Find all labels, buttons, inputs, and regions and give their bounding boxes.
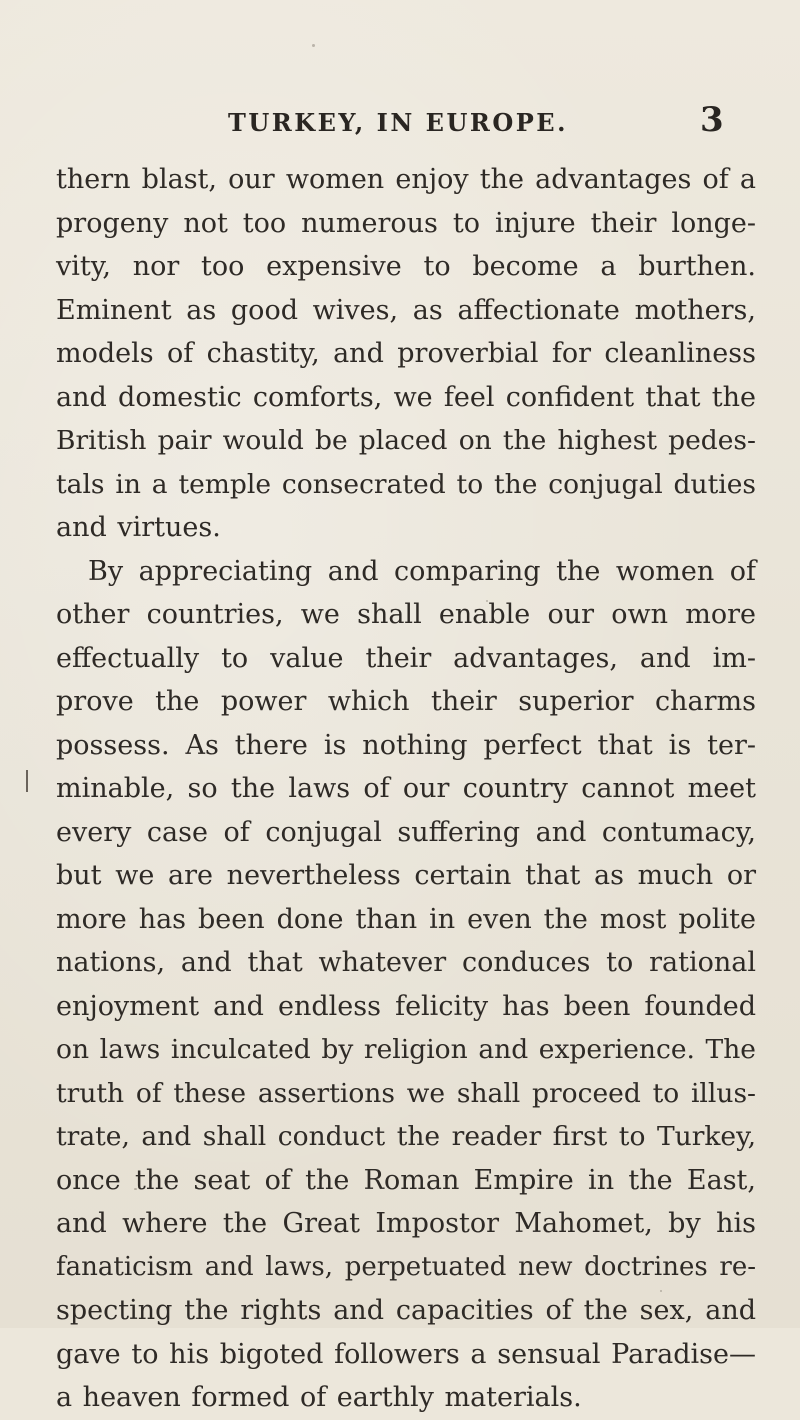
body-text [56,158,756,1420]
text-line: vity, nor too expensive to become a burthen. [56,251,756,282]
text-line: tals in a temple consecrated to the conjugal duties [56,468,756,500]
text-line: models of chastity, and proverbial for cleanliness [56,338,756,369]
text-line: British pair would be placed on the highest pedes- [56,425,756,456]
text-line: Eminent as good wives, as affectionate mothers, [56,294,756,326]
text-line: and domestic comforts, we feel confident that the [56,381,756,413]
text-line: gave to his bigoted followers a sensual Paradise— [56,1338,756,1370]
running-head: TURKEY, IN EUROPE. [228,108,568,137]
text-line: more has been done than in even the most polite [56,903,756,935]
page-header [0,100,800,148]
text-line: thern blast, our women enjoy the advantages of a [56,164,756,195]
text-line: and virtues. [56,512,221,543]
text-line: every case of conjugal suffering and contumacy, [56,816,756,848]
text-line: fanaticism and laws, perpetuated new doctrines re- [56,1251,756,1282]
margin-mark [26,770,28,792]
text-line: minable, so the laws of our country cannot meet [56,773,756,804]
text-line: specting the rights and capacities of the sex, and [56,1295,756,1326]
text-line: trate, and shall conduct the reader first to Turkey, [56,1121,756,1152]
text-line: possess. As there is nothing perfect that is ter- [56,729,756,761]
text-line: and where the Great Impostor Mahomet, by his [56,1208,756,1239]
text-line: a heaven formed of earthly materials. [56,1382,582,1413]
text-line: prove the power which their superior charms [56,686,756,717]
text-line: progeny not too numerous to injure their longe- [56,207,756,239]
text-line: on laws inculcated by religion and experience. The [56,1034,756,1065]
page-number: 3 [700,100,724,140]
text-line: effectually to value their advantages, and im- [56,642,756,674]
text-line: but we are nevertheless certain that as much or [56,860,756,891]
text-line: truth of these assertions we shall proceed to illus- [56,1077,756,1109]
text-line: By appreciating and comparing the women of [88,555,756,587]
text-line: nations, and that whatever conduces to rational [56,947,756,978]
text-line: other countries, we shall enable our own more [56,599,756,630]
text-line: once the seat of the Roman Empire in the East, [56,1164,756,1196]
text-line: enjoyment and endless felicity has been founded [56,990,756,1022]
